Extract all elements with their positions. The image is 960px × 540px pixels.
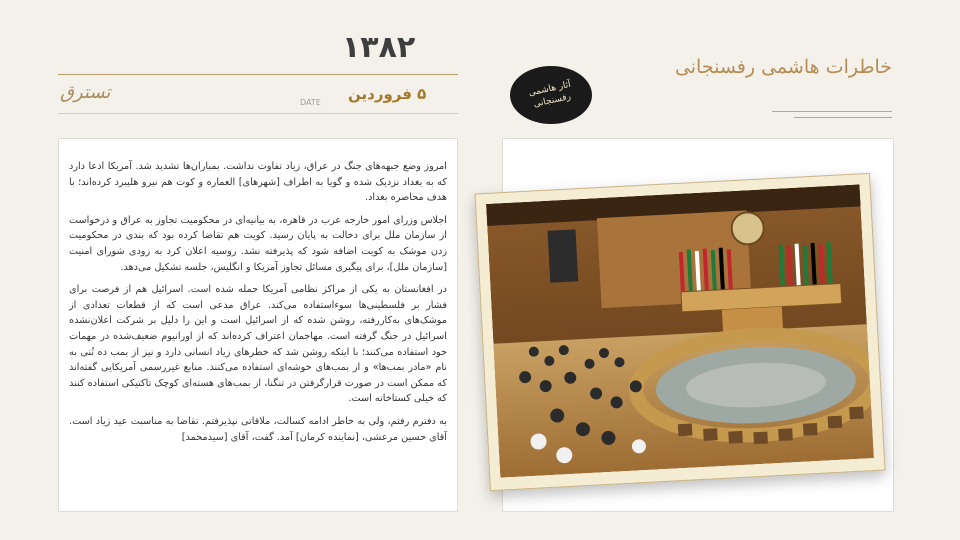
emblem-text: آثار هاشمی رفسنجانی <box>527 79 572 110</box>
emblem-seal <box>510 66 592 124</box>
year-heading: ۱۳۸۲ <box>342 30 416 65</box>
header-bottom-rule <box>58 113 458 114</box>
conference-photo <box>474 173 885 491</box>
brand-underline-secondary <box>794 117 892 118</box>
brand-underline <box>772 111 892 112</box>
signature-logo: تسترق <box>60 82 111 103</box>
paragraph: در افغانستان به یکی از مراکز نظامی آمریکا حمله شده است. اسرائیل هم از فرصت برای فشار بر فلسطینی‌ها سوءاستفاده می‌کند. عراق مدعی است که از قطعات تعدادی از موشک‌های به‌کاررفته، روشن شده که از اسرائیل است و این را دلیل بر شرکت اعلان‌نشده اسرائیل در جنگ گرفته است. مهاجمان اعتراف کرده‌اند که از اورانیوم ضعیف‌شده در مهمات خود استفاده می‌کنند؛ با اینکه روشن شد که خطرهای زیاد انسانی دارد و نیز از بمب ده تُنی به نام «مادر بمب‌ها» و از بمب‌های خوشه‌ای استفاده می‌کنند. منابع غیررسمی آمریکایی گفته‌اند که ممکن است در صورت قرارگرفتن در تنگنا، از بمب‌های هسته‌ای کوچک تاکتیکی استفاده کنند که خیلی کستاخانه است. <box>69 284 447 405</box>
header-top-rule <box>58 74 458 75</box>
conference-hall-illustration <box>486 184 874 477</box>
photo-content <box>486 184 874 477</box>
paragraph: اجلاس وزرای امور خارجه عرب در قاهره، به بیانیه‌ای در محکومیت تجاوز به عراق و درخواست از سازمان ملل برای دخالت به پایان رسید. کویت هم تقاضا کرده بود که بندی در محکومیت زدن موشک به کویت اضافه شود که پذیرفته نشد. روسیه اعلان کرد به زودی شورای امنیت [سازمان ملل]، برای پیگیری مسائل تجاوز آمریکا و انگلیس، جلسه تشکیل می‌دهد. <box>69 214 447 273</box>
memoir-text <box>69 159 447 452</box>
paragraph: امروز وضع جبهه‌های جنگ در عراق، زیاد تفاوت نداشت. بمباران‌ها تشدید شد. آمریکا ادعا دارد که به بغداد نزدیک شده و گویا به اطراف [شهرهای] العماره و کوت هم نیرو هلیبرد کرده‌اند؛ با هدف محاصره بغداد. <box>69 161 447 204</box>
paragraph: به دفترم رفتم، ولی به خاطر ادامه کسالت، ملاقاتی نپذیرفتم. تقاضا به مناسبت عید زیاد است. آقای حسین مرعشی، [نماینده کرمان] آمد. گفت، آقای [سیدمحمد] <box>69 415 447 443</box>
brand-logo <box>674 46 892 118</box>
brand-title: خاطرات هاشمی رفسنجانی <box>674 56 892 78</box>
date-label: DATE <box>300 98 321 107</box>
date-value: ۵ فروردین <box>348 85 427 103</box>
text-panel <box>58 138 458 512</box>
